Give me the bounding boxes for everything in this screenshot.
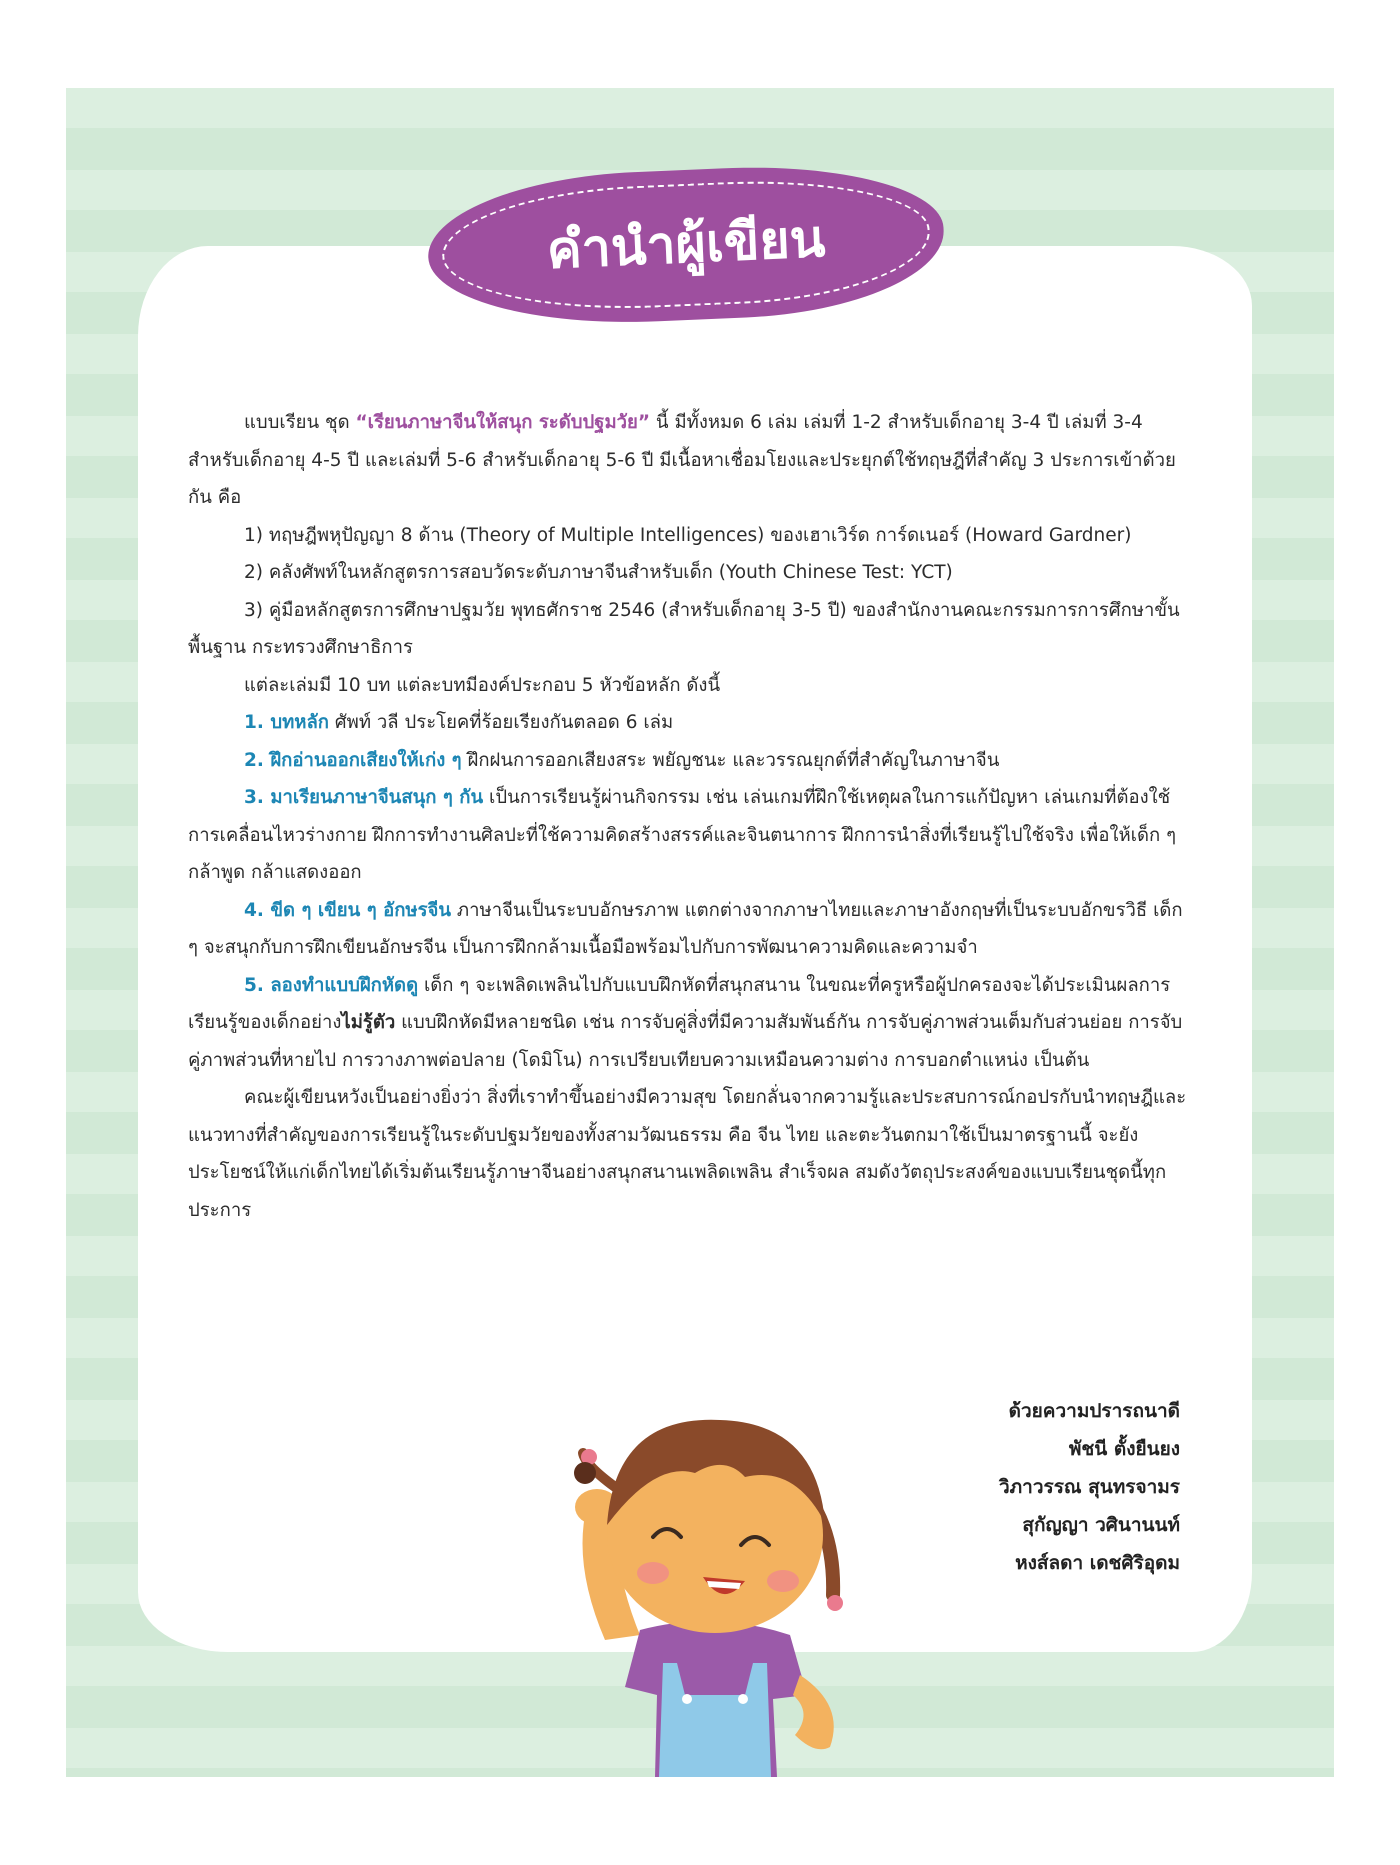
component-5-text-a: เด็ก ๆ จะเพลิดเพลินไปกับแบบฝึกหัดที่สนุกสนาน ในขณะที่ครูหรือผู้ปกครองจะได้ประเมินผลการเรียนรู้ของเด็กอย่าง	[188, 974, 1171, 1033]
component-1	[188, 704, 1188, 742]
closing-paragraph: คณะผู้เขียนหวังเป็นอย่างยิ่งว่า สิ่งที่เราทำขึ้นอย่างมีความสุข โดยกลั่นจากความรู้และประสบการณ์กอปรกับนำทฤษฎีและแนวทางที่สำคัญของการเรียนรู้ในระดับปฐมวัยของทั้งสามวัฒนธรรม คือ จีน ไทย และตะวันตกมาใช้เป็นมาตรฐานนี้ จะยังประโยชน์ให้แก่เด็กไทยได้เริ่มต้นเรียนรู้ภาษาจีนอย่างสนุกสนานเพลิดเพลิน สำเร็จผล สมดังวัตถุประสงค์ของแบบเรียนชุดนี้ทุกประการ	[188, 1087, 1187, 1221]
page-title: คำนำผู้เขียน	[545, 208, 827, 281]
component-5-text-b: แบบฝึกหัดมีหลายชนิด เช่น การจับคู่สิ่งที่มีความสัมพันธ์กัน การจับคู่ภาพส่วนเต็มกับส่วนย่อย การจับคู่ภาพส่วนที่หายไป การวางภาพต่อปลาย (โดมิโน) การเปรียบเทียบความเหมือนความต่าง การบอกตำแหน่ง เป็นต้น	[188, 1012, 1183, 1071]
preface-body	[188, 404, 1188, 1229]
component-2-text: ฝึกฝนการออกเสียงสระ พยัญชนะ และวรรณยุกต์ที่สำคัญในภาษาจีน	[461, 749, 1000, 771]
girl-left-cheek	[637, 1562, 669, 1584]
component-1-heading: 1. บทหลัก	[244, 712, 330, 733]
author-name: วิภาวรรณ สุนทรจามร	[998, 1476, 1180, 1498]
component-2	[188, 742, 1188, 780]
signature-greeting: ด้วยความปรารถนาดี	[1008, 1400, 1180, 1422]
series-title: “เรียนภาษาจีนให้สนุก ระดับปฐมวัย”	[355, 412, 651, 433]
intro-text-start: แบบเรียน ชุด	[244, 412, 356, 433]
author-name: พัชนี ตั้งยืนยง	[1068, 1438, 1180, 1460]
component-1-text: ศัพท์ วลี ประโยคที่ร้อยเรียงกันตลอด 6 เล่ม	[329, 712, 674, 733]
component-3	[188, 779, 1188, 892]
girl-right-ribbon	[827, 1595, 843, 1611]
theory-3: 3) คู่มือหลักสูตรการศึกษาปฐมวัย พุทธศักราช 2546 (สำหรับเด็กอายุ 3-5 ปี) ของสำนักงานคณะกรรมการการศึกษาขั้นพื้นฐาน กระทรวงศึกษาธิการ	[188, 599, 1180, 658]
component-4	[188, 892, 1188, 967]
girl-overall-button	[738, 1694, 748, 1704]
girl-arm-on-hip	[793, 1675, 834, 1749]
component-5-emphasis: ไม่รู้ตัว	[341, 1012, 396, 1033]
component-5-heading: 5. ลองทำแบบฝึกหัดดู	[244, 974, 419, 996]
component-3-text: เป็นการเรียนรู้ผ่านกิจกรรม เช่น เล่นเกมที่ฝึกใช้เหตุผลในการแก้ปัญหา เล่นเกมที่ต้องใช้การเคลื่อนไหวร่างกาย ฝึกการทำงานศิลปะที่ใช้ความคิดสร้างสรรค์และจินตนาการ ฝึกการนำสิ่งที่เรียนรู้ไปใช้จริง เพื่อให้เด็ก ๆ กล้าพูด กล้าแสดงออก	[188, 787, 1177, 883]
paragraph-intro	[188, 404, 1188, 517]
component-4-heading: 4. ขีด ๆ เขียน ๆ อักษรจีน	[244, 899, 452, 921]
girl-illustration	[545, 1395, 885, 1777]
component-5	[188, 967, 1188, 1080]
component-3-heading: 3. มาเรียนภาษาจีนสนุก ๆ กัน	[244, 787, 484, 808]
author-name: หงส์ลดา เดชศิริอุดม	[1015, 1552, 1180, 1574]
component-4-text: ภาษาจีนเป็นระบบอักษรภาพ แตกต่างจากภาษาไทยและภาษาอังกฤษที่เป็นระบบอักขรวิธี เด็ก ๆ จะสนุกกับการฝึกเขียนอักษรจีน เป็นการฝึกกล้ามเนื้อมือพร้อมไปกับการพัฒนาความคิดและความจำ	[188, 899, 1183, 958]
girl-left-braid-end	[574, 1462, 596, 1484]
signature-block	[999, 1392, 1180, 1582]
theory-2: 2) คลังศัพท์ในหลักสูตรการสอบวัดระดับภาษาจีนสำหรับเด็ก (Youth Chinese Test: YCT)	[244, 562, 953, 583]
girl-right-cheek	[767, 1570, 799, 1592]
girl-overall-button	[682, 1694, 692, 1704]
intro-text-end: นี้ มีทั้งหมด 6 เล่ม เล่มที่ 1-2 สำหรับเด็กอายุ 3-4 ปี เล่มที่ 3-4 สำหรับเด็กอายุ 4-5 ปี และเล่มที่ 5-6 สำหรับเด็กอายุ 5-6 ปี มีเนื้อหาเชื่อมโยงและประยุกต์ใช้ทฤษฎีที่สำคัญ 3 ประการเข้าด้วยกัน คือ	[188, 412, 1176, 508]
component-2-heading: 2. ฝึกอ่านออกเสียงให้เก่ง ๆ	[244, 749, 462, 771]
author-name: สุกัญญา วศินานนท์	[1022, 1514, 1180, 1536]
components-intro: แต่ละเล่มมี 10 บท แต่ละบทมีองค์ประกอบ 5 หัวข้อหลัก ดังนี้	[244, 674, 721, 696]
theory-1: 1) ทฤษฎีพหุปัญญา 8 ด้าน (Theory of Multiple Intelligences) ของเฮาเวิร์ด การ์ดเนอร์ (Howard Gardner)	[244, 524, 1132, 546]
